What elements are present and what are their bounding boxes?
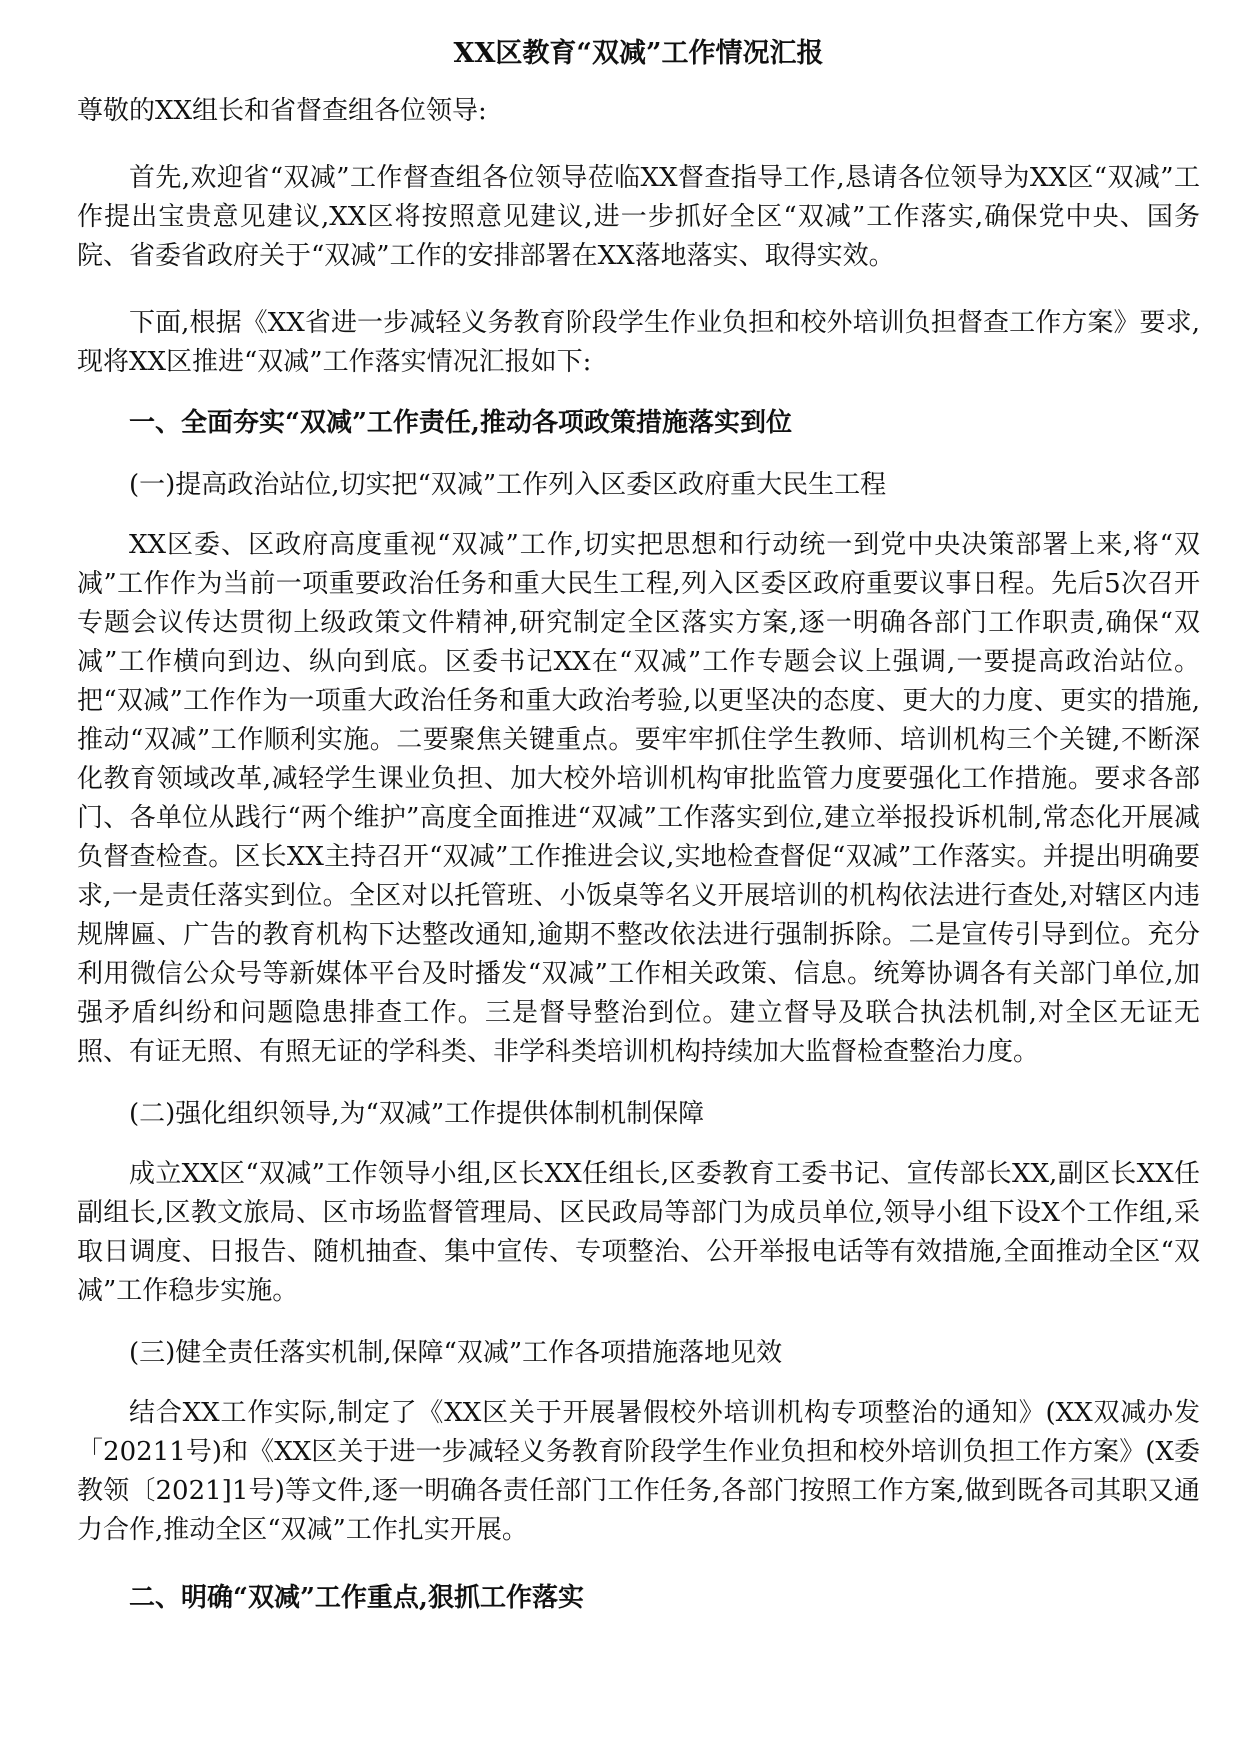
subsection-heading-1-2: (二)强化组织领导,为“双减”工作提供体制机制保障 (129, 1099, 705, 1129)
subsection-heading-1-1: (一)提高政治站位,切实把“双减”工作列入区委区政府重大民生工程 (129, 470, 887, 500)
subsection-body-1-1: XX区委、区政府高度重视“双减”工作,切实把思想和行动统一到党中央决策部署上来,将“双减”工作作为当前一项重要政治任务和重大民生工程,列入区委区政府重要议事日程。先后5次召开专题会议传达贯彻上级政策文件精神,研究制定全区落实方案,逐一明确各部门工作职责,确保“双减”工作横向到边、纵向到底。区委书记XX在“双减”工作专题会议上强调,一要提高政治站位。把“双减”工作作为一项重大政治任务和重大政治考验,以更坚决的态度、更大的力度、更实的措施,推动“双减”工作顺利实施。二要聚焦关键重点。要牢牢抓住学生教师、培训机构三个关键,不断深化教育领域改革,减轻学生课业负担、加大校外培训机构审批监管力度要强化工作措施。要求各部门、各单位从践行“两个维护”高度全面推进“双减”工作落实到位,建立举报投诉机制,常态化开展减负督查检查。区长XX主持召开“双减”工作推进会议,实地检查督促“双减”工作落实。并提出明确要求,一是责任落实到位。全区对以托管班、小饭桌等名义开展培训的机构依法进行查处,对辖区内违规牌匾、广告的教育机构下达整改通知,逾期不整改依法进行强制拆除。二是宣传引导到位。充分利用微信公众号等新媒体平台及时播发“双减”工作相关政策、信息。统筹协调各有关部门单位,加强矛盾纠纷和问题隐患排查工作。三是督导整治到位。建立督导及联合执法机制,对全区无证无照、有证无照、有照无证的学科类、非学科类培训机构持续加大监督检查整治力度。 (77, 530, 1200, 1067)
overview-paragraph: 下面,根据《XX省进一步减轻义务教育阶段学生作业负担和校外培训负担督查工作方案》要求,现将XX区推进“双减”工作落实情况汇报如下: (77, 308, 1200, 377)
subsection-heading-1-3: (三)健全责任落实机制,保障“双减”工作各项措施落地见效 (129, 1338, 783, 1368)
subsection-body-1-2: 成立XX区“双减”工作领导小组,区长XX任组长,区委教育工委书记、宣传部长XX,副区长XX任副组长,区教文旅局、区市场监督管理局、区民政局等部门为成员单位,领导小组下设X个工作组,采取日调度、日报告、随机抽查、集中宣传、专项整治、公开举报电话等有效措施,全面推动全区“双减”工作稳步实施。 (77, 1159, 1200, 1306)
document-title: XX区教育“双减”工作情况汇报 (453, 38, 824, 69)
salutation: 尊敬的XX组长和省督查组各位领导: (77, 96, 487, 126)
section-heading-2: 二、明确“双减”工作重点,狠抓工作落实 (129, 1583, 584, 1613)
section-heading-1: 一、全面夯实“双减”工作责任,推动各项政策措施落实到位 (129, 408, 792, 438)
document-page (77, 0, 1200, 1618)
intro-paragraph: 首先,欢迎省“双减”工作督查组各位领导莅临XX督查指导工作,恳请各位领导为XX区“双减”工作提出宝贵意见建议,XX区将按照意见建议,进一步抓好全区“双减”工作落实,确保党中央、国务院、省委省政府关于“双减”工作的安排部署在XX落地落实、取得实效。 (77, 163, 1200, 271)
subsection-body-1-3: 结合XX工作实际,制定了《XX区关于开展暑假校外培训机构专项整治的通知》(XX双减办发「20211号)和《XX区关于进一步减轻义务教育阶段学生作业负担和校外培训负担工作方案》(X委教领〔2021]1号)等文件,逐一明确各责任部门工作任务,各部门按照工作方案,做到既各司其职又通力合作,推动全区“双减”工作扎实开展。 (77, 1398, 1200, 1545)
